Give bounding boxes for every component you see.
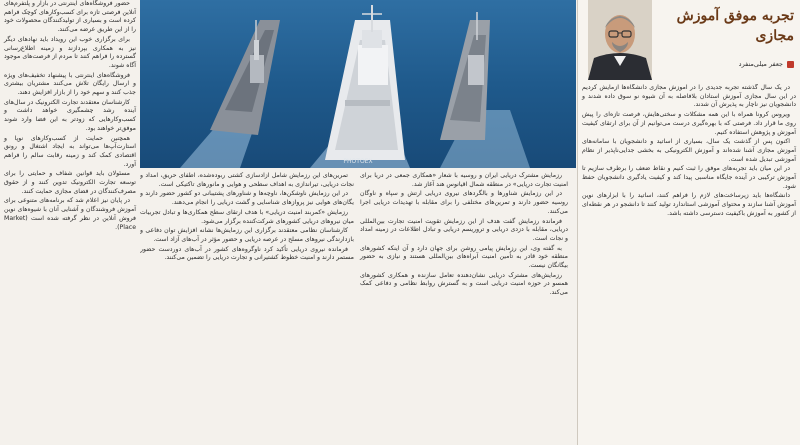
author-byline xyxy=(739,60,794,68)
middle-article-body-right xyxy=(356,172,572,442)
middle-article-column xyxy=(140,168,576,445)
paragraph: در این رزمایش ناوشکن‌ها، ناوچه‌ها و شناورهای پشتیبانی دو کشور حضور دارند و یگان‌های هوایی نیز پروازهای شناسایی و گشت دریایی را انجام می‌دهند. xyxy=(140,190,354,207)
paragraph: فروشگاه‌های اینترنتی با پیشنهاد تخفیف‌های ویژه و ارسال رایگان تلاش می‌کنند مشتریان بیشتری جذب کنند و سهم خود را از بازار افزایش دهند. xyxy=(4,71,136,97)
paragraph: کارشناسان نظامی معتقدند برگزاری این رزمایش‌ها نشانه افزایش توان دفاعی و بازدارندگی نیروهای مسلح در عرصه دریایی و حضور مؤثر در آب‌های آزاد است. xyxy=(140,227,354,243)
warships-photo xyxy=(140,0,576,168)
paragraph: فرمانده نیروی دریایی تأکید کرد ناوگروه‌های کشور در آب‌های دوردست حضور مستمر دارند و امنیت خطوط کشتیرانی و تجارت دریایی را تضمین می‌کنند. xyxy=(140,245,354,262)
author-portrait xyxy=(588,0,652,80)
headline-line-2: مجازی xyxy=(755,28,794,44)
paragraph: در این میان باید تجربه‌های موفق را ثبت کنیم و نقاط ضعف را برطرف سازیم تا آموزش ترکیبی در آینده جایگاه مناسبی پیدا کند و کیفیت یادگیری دانشجویان حفظ شود. xyxy=(582,165,796,190)
paragraph: دانشگاه‌ها باید زیرساخت‌های لازم را فراهم کنند، اساتید را با ابزارهای نوین آموزش آشنا سازند و محتوای آموزشی استاندارد تولید کنند تا دانشجو در هر نقطه‌ای از کشور به آموزش باکیفیت دسترسی داشته باشد. xyxy=(582,192,796,217)
left-article-column xyxy=(0,0,140,445)
photo-watermark: PHOTOEX xyxy=(343,158,373,165)
paragraph: مسئولان باید قوانین شفاف و حمایتی را برای توسعه تجارت الکترونیک تدوین کنند و از حقوق مصرف‌کنندگان در فضای مجازی حمایت کنند. xyxy=(4,170,136,195)
paragraph: رزمایش‌های مشترک دریایی نشان‌دهنده تعامل سازنده و همکاری کشورهای همسو در حوزه امنیت دریایی است و به گسترش روابط نظامی و دفاعی کمک می‌کند. xyxy=(360,271,568,297)
paragraph: در یک سال گذشته تجربه جدیدی را در آموزش مجازی دانشگاه‌ها آزمایش کردیم در این سال مجازی آموزش استادان بلافاصله به آن شیوه نو سوق داده شدند و دانشجویان نیز ناچار به پذیرش آن شدند. xyxy=(582,84,796,109)
paragraph: حضور فروشگاه‌های اینترنتی در بازار و پلتفرم‌های آنلاین فرصتی تازه برای کسب‌وکارهای کوچک فراهم کرده است و بسیاری از تولیدکنندگان محصولات خود را از این طریق عرضه می‌کنند. xyxy=(4,0,136,34)
headline-line-1: تجربه موفق آموزش xyxy=(676,8,794,24)
paragraph: همچنین حمایت از کسب‌وکارهای نوپا و استارت‌آپ‌ها می‌تواند به ایجاد اشتغال و رونق اقتصادی کمک کند و زمینه رقابت سالم را فراهم آورد. xyxy=(4,134,136,168)
left-article-body xyxy=(0,0,140,232)
right-article-column xyxy=(578,0,800,445)
paragraph: به گفته وی، این رزمایش پیامی روشن برای جهان دارد و آن اینکه کشورهای منطقه خود قادر به تأمین امنیت آبراه‌های بین‌المللی هستند و نیازی به حضور بیگانگان نیست. xyxy=(360,244,568,270)
paragraph: اکنون پس از گذشت یک سال، بسیاری از اساتید و دانشجویان با سامانه‌های آموزش مجازی آشنا شده‌اند و آموزش الکترونیکی به بخشی جدایی‌ناپذیر از نظام آموزشی تبدیل شده است. xyxy=(582,138,796,163)
byline-bullet-icon xyxy=(787,61,794,68)
paragraph: رزمایش «کمربند امنیت دریایی» با هدف ارتقای سطح همکاری‌ها و تبادل تجربیات میان نیروهای دریایی کشورهای شرکت‌کننده برگزار می‌شود. xyxy=(140,208,354,225)
paragraph: تمرین‌های این رزمایش شامل آزادسازی کشتی ربوده‌شده، اطفای حریق، امداد و نجات دریایی، تیراندازی به اهداف سطحی و هوایی و مانورهای تاکتیکی است. xyxy=(140,172,354,188)
middle-article-body-left xyxy=(140,172,358,442)
paragraph: برای برگزاری خوب این رویداد باید نهادهای دیگر نیز به همکاری بپردازند و زمینه اطلاع‌رسانی گسترده را فراهم کنند تا مردم از فرصت‌های موجود آگاه شوند. xyxy=(4,35,136,69)
paragraph: ویروس کرونا همراه با این همه مشکلات و سختی‌هایش، فرصت تازه‌ای را پیش روی ما قرار داد. فرصتی که با بهره‌گیری درست می‌توانیم از آن برای ارتقای کیفیت آموزش و پژوهش استفاده کنیم. xyxy=(582,111,796,136)
right-article-body xyxy=(578,84,800,445)
paragraph: در پایان نیز اعلام شد که برنامه‌های متنوعی برای آموزش فروشندگان و آشنایی آنان با شیوه‌های نوین فروش آنلاین در نظر گرفته شده است (Market Place). xyxy=(4,197,136,231)
article-headline xyxy=(674,6,794,46)
paragraph: رزمایش مشترک دریایی ایران و روسیه با شعار «همکاری جمعی در دریا برای امنیت تجارت دریایی» در منطقه شمال اقیانوس هند آغاز شد. xyxy=(360,172,568,188)
paragraph: در این رزمایش شناورها و بالگردهای نیروی دریایی ارتش و سپاه و ناوگان روسیه حضور دارند و تمرین‌های مختلفی را برای مقابله با تهدیدات دریایی اجرا می‌کنند. xyxy=(360,190,568,215)
paragraph: فرمانده رزمایش گفت هدف از این رزمایش تقویت امنیت تجارت بین‌المللی دریایی، مقابله با دزدی دریایی و تروریسم دریایی و تبادل اطلاعات در زمینه امداد و نجات است. xyxy=(360,217,568,242)
author-name: جعفر میلی‌منفرد xyxy=(738,60,783,68)
paragraph: کارشناسان معتقدند تجارت الکترونیک در سال‌های آینده رشد چشمگیری خواهد داشت و کسب‌وکارهایی که زودتر به این فضا وارد شوند موفق‌تر خواهند بود. xyxy=(4,98,136,132)
